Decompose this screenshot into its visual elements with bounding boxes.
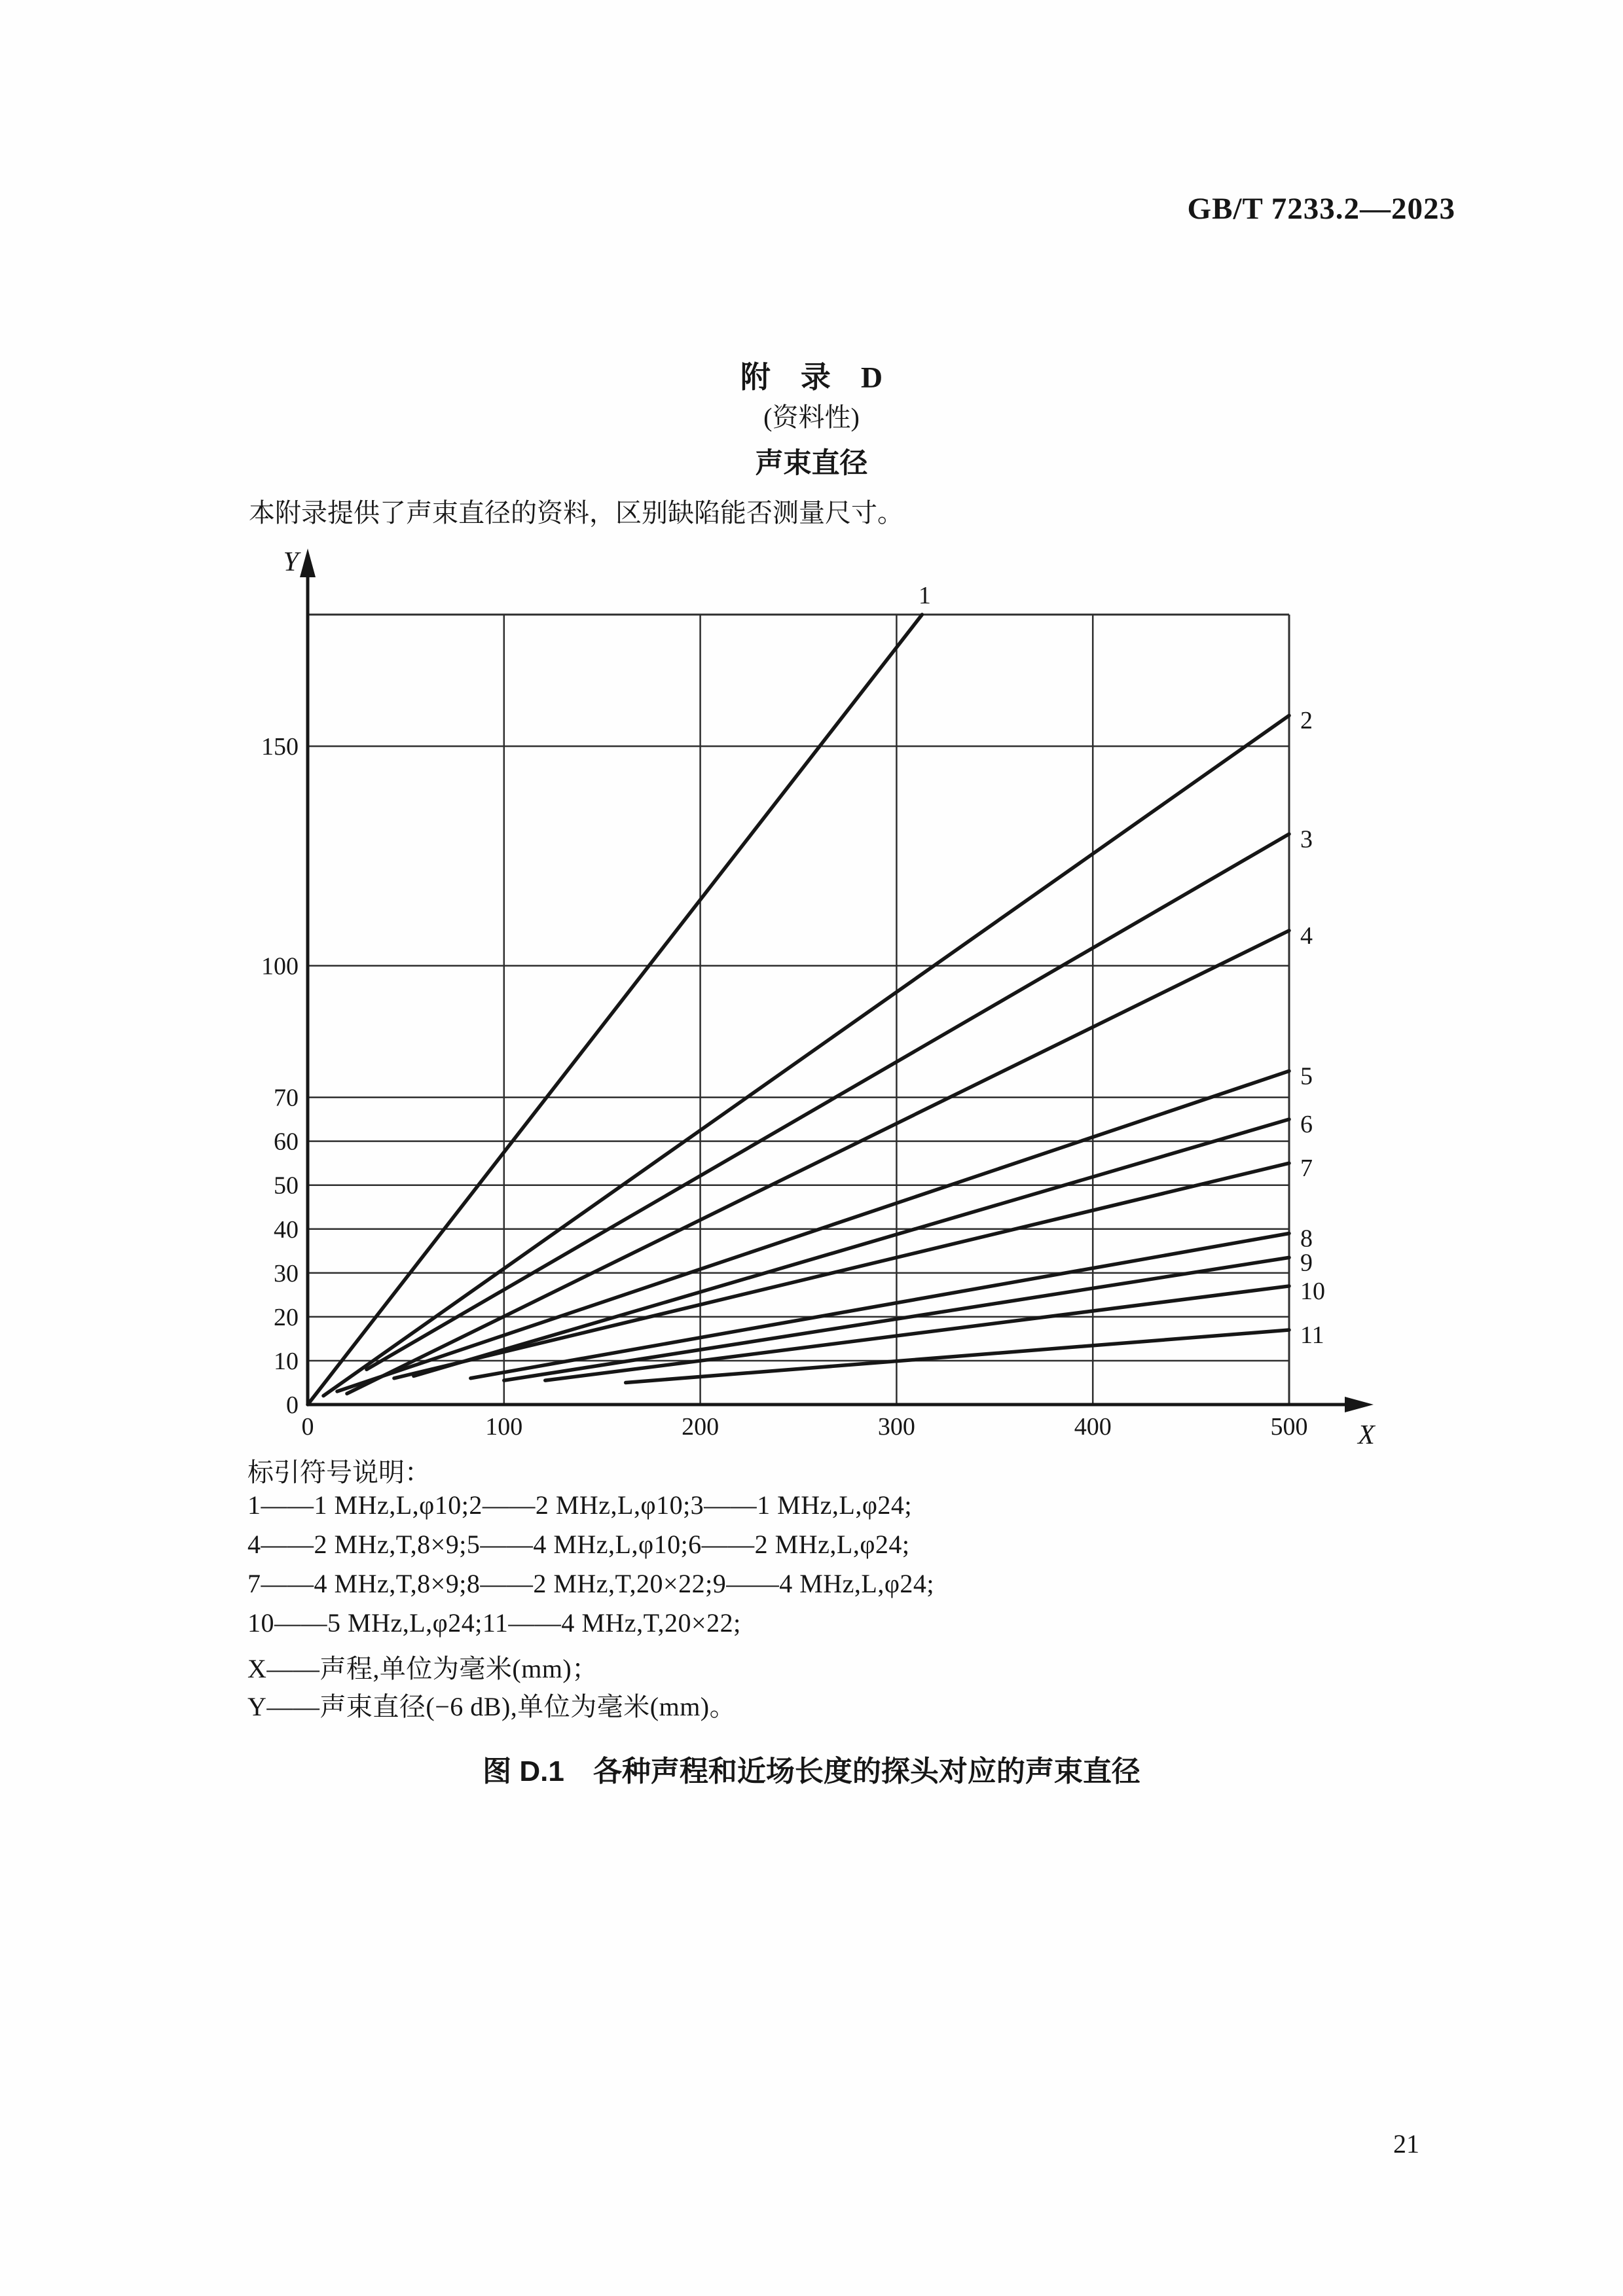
x-tick-label: 200 (682, 1413, 720, 1441)
figure-caption: 图 D.1 各种声程和近场长度的探头对应的声束直径 (483, 1755, 1140, 1787)
y-tick-label: 0 (286, 1391, 299, 1419)
y-tick-label: 70 (274, 1084, 299, 1112)
y-axis-arrow-icon (300, 548, 316, 577)
legend-heading: 标引符号说明： (247, 1458, 431, 1487)
legend-row-4: 10——5 MHz,L,φ24;11——4 MHz,T,20×22; (247, 1608, 741, 1638)
series-label-1: 1 (918, 582, 931, 609)
series-line-1 (308, 615, 922, 1405)
y-tick-label: 60 (274, 1128, 299, 1156)
legend-row-3: 7——4 MHz,T,8×9;8——2 MHz,T,20×22;9——4 MHz,L,φ24; (247, 1569, 935, 1598)
x-tick-label: 500 (1270, 1413, 1308, 1441)
x-tick-label: 300 (877, 1413, 915, 1441)
y-tick-label: 100 (261, 952, 299, 980)
x-axis-arrow-icon (1345, 1397, 1374, 1412)
series-label-6: 6 (1300, 1111, 1313, 1139)
intro-paragraph: 本附录提供了声束直径的资料，区别缺陷能否测量尺寸。 (249, 498, 903, 528)
series-label-2: 2 (1300, 707, 1313, 735)
series-label-10: 10 (1300, 1277, 1325, 1305)
legend-row-x: X——声程,单位为毫米(mm)； (247, 1654, 598, 1683)
series-line-3 (367, 834, 1289, 1369)
appendix-title: 附 录 D (740, 361, 883, 394)
y-tick-label: 20 (274, 1303, 299, 1331)
series-line-2 (323, 715, 1289, 1395)
section-title: 声束直径 (755, 448, 868, 479)
page-number: 21 (1393, 2129, 1419, 2159)
series-line-5 (337, 1071, 1289, 1391)
series-line-7 (394, 1163, 1289, 1378)
y-tick-label: 40 (274, 1215, 299, 1244)
series-label-8: 8 (1300, 1225, 1313, 1253)
series-label-4: 4 (1300, 922, 1313, 950)
series-label-11: 11 (1300, 1321, 1324, 1350)
x-tick-label: 100 (485, 1413, 523, 1441)
y-tick-label: 50 (274, 1172, 299, 1200)
series-label-3: 3 (1300, 825, 1313, 853)
y-tick-label: 150 (261, 733, 299, 761)
series-label-5: 5 (1300, 1062, 1313, 1090)
series-label-7: 7 (1300, 1155, 1313, 1183)
series-line-6 (414, 1119, 1289, 1376)
y-axis-letter: Y (283, 547, 299, 577)
x-axis-letter: X (1358, 1420, 1375, 1450)
standard-number: GB/T 7233.2—2023 (1187, 192, 1455, 226)
legend-row-1: 1——1 MHz,L,φ10;2——2 MHz,L,φ10;3——1 MHz,L,φ24; (247, 1490, 913, 1520)
appendix-subtitle: (资料性) (763, 403, 860, 432)
legend-row-y: Y——声束直径(−6 dB),单位为毫米(mm)。 (247, 1692, 737, 1721)
x-tick-label: 400 (1074, 1413, 1112, 1441)
x-tick-label: 0 (301, 1413, 314, 1441)
y-tick-label: 10 (274, 1347, 299, 1375)
y-tick-label: 30 (274, 1259, 299, 1287)
legend-row-2: 4——2 MHz,T,8×9;5——4 MHz,L,φ10;6——2 MHz,L,φ24; (247, 1530, 910, 1559)
series-label-9: 9 (1300, 1249, 1313, 1277)
